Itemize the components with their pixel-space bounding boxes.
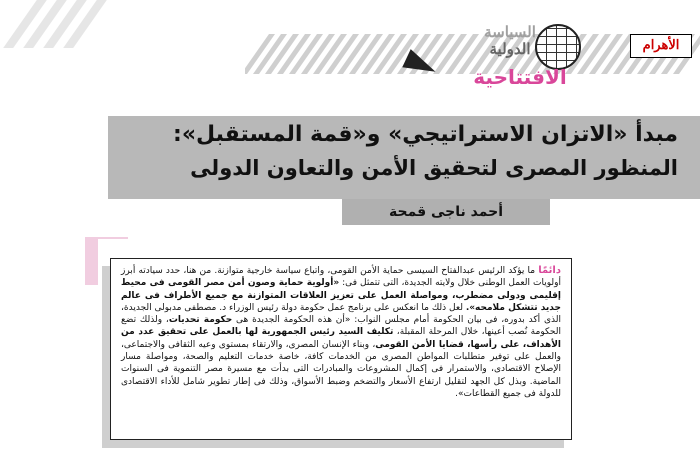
section-label: الافتتاحية bbox=[473, 65, 567, 89]
body-part: ، وبناء الإنسان المصرى، والارتقاء بمستوى وعيه الثقافى والاجتماعى، والعمل على توفير متطلبات المواطن المصرى من الخدمات كافة، خاصة خدمات التعليم والصحة، ومواصلة مسار الإصلاح الاقتصادى، والاستمرار فى إكمال المشروعات والمبادرات التى بدأت مع مسيرة مصر التنموية فى السنوات الماضية. وبذل كل الجهد لتقليل ارتفاع الأسعار والتضخم وضبط الأسواق، وذلك فى إطار تطوير شامل للأداء الاقتصادى للدولة فى جميع القطاعات». bbox=[121, 339, 561, 399]
pink-decor-line bbox=[98, 237, 128, 239]
magazine-name-line2: الدولية bbox=[489, 40, 531, 58]
body-part-bold: حكومة تحديات bbox=[168, 315, 233, 326]
body-part: ما يؤكد الرئيس عبدالفتاح السيسى حماية الأمن القومى، واتباع سياسة خارجية متوازنة. من هنا، حدد سيادته أبرز أولويات العمل الوطنى خلال ولايته الجديدة، التى تتمثل فى: bbox=[121, 266, 561, 289]
article-body-box bbox=[110, 258, 572, 440]
article-title-line2: المنظور المصرى لتحقيق الأمن والتعاون الدولى bbox=[190, 156, 678, 180]
body-part: ، ولذلك تضع الحكومة نُصب أعينها، خلال المرحلة المقبلة، bbox=[121, 315, 561, 338]
body-part: لعل ذلك ما انعكس على برنامج عمل حكومة دولة رئيس الوزراء د. مصطفى مدبولى الجديدة، الذى أكد بدوره، فى بيان الحكومة أمام مجلس النواب: «أن هذه الحكومة الجديدة هى bbox=[121, 302, 561, 326]
body-part-bold: تكليف السيد رئيس الجمهورية لها بالعمل على تحقيق عدد من الأهداف، على رأسها، قضايا الأمن القومى bbox=[121, 327, 561, 350]
corner-stripes-decor bbox=[0, 0, 110, 48]
article-title-line1: مبدأ «الاتزان الاستراتيجي» و«قمة المستقبل»: bbox=[173, 122, 678, 147]
publisher-logo: الأهرام bbox=[630, 34, 692, 58]
author-name: أحمد ناجى قمحة bbox=[342, 199, 550, 225]
article-body bbox=[121, 265, 561, 400]
body-part-bold: «أولوية حماية وصون أمن مصر القومى فى محيط إقليمى ودولى مضطرب، ومواصلة العمل على تعزيز العلاقات المتوازنة مع جميع الأطراف فى عالم جديد تتشكل ملامحه». bbox=[121, 278, 561, 313]
lead-word: دائمًا bbox=[538, 265, 561, 276]
pink-decor-block bbox=[85, 237, 98, 285]
magazine-name-line1: السياسة bbox=[484, 23, 536, 41]
